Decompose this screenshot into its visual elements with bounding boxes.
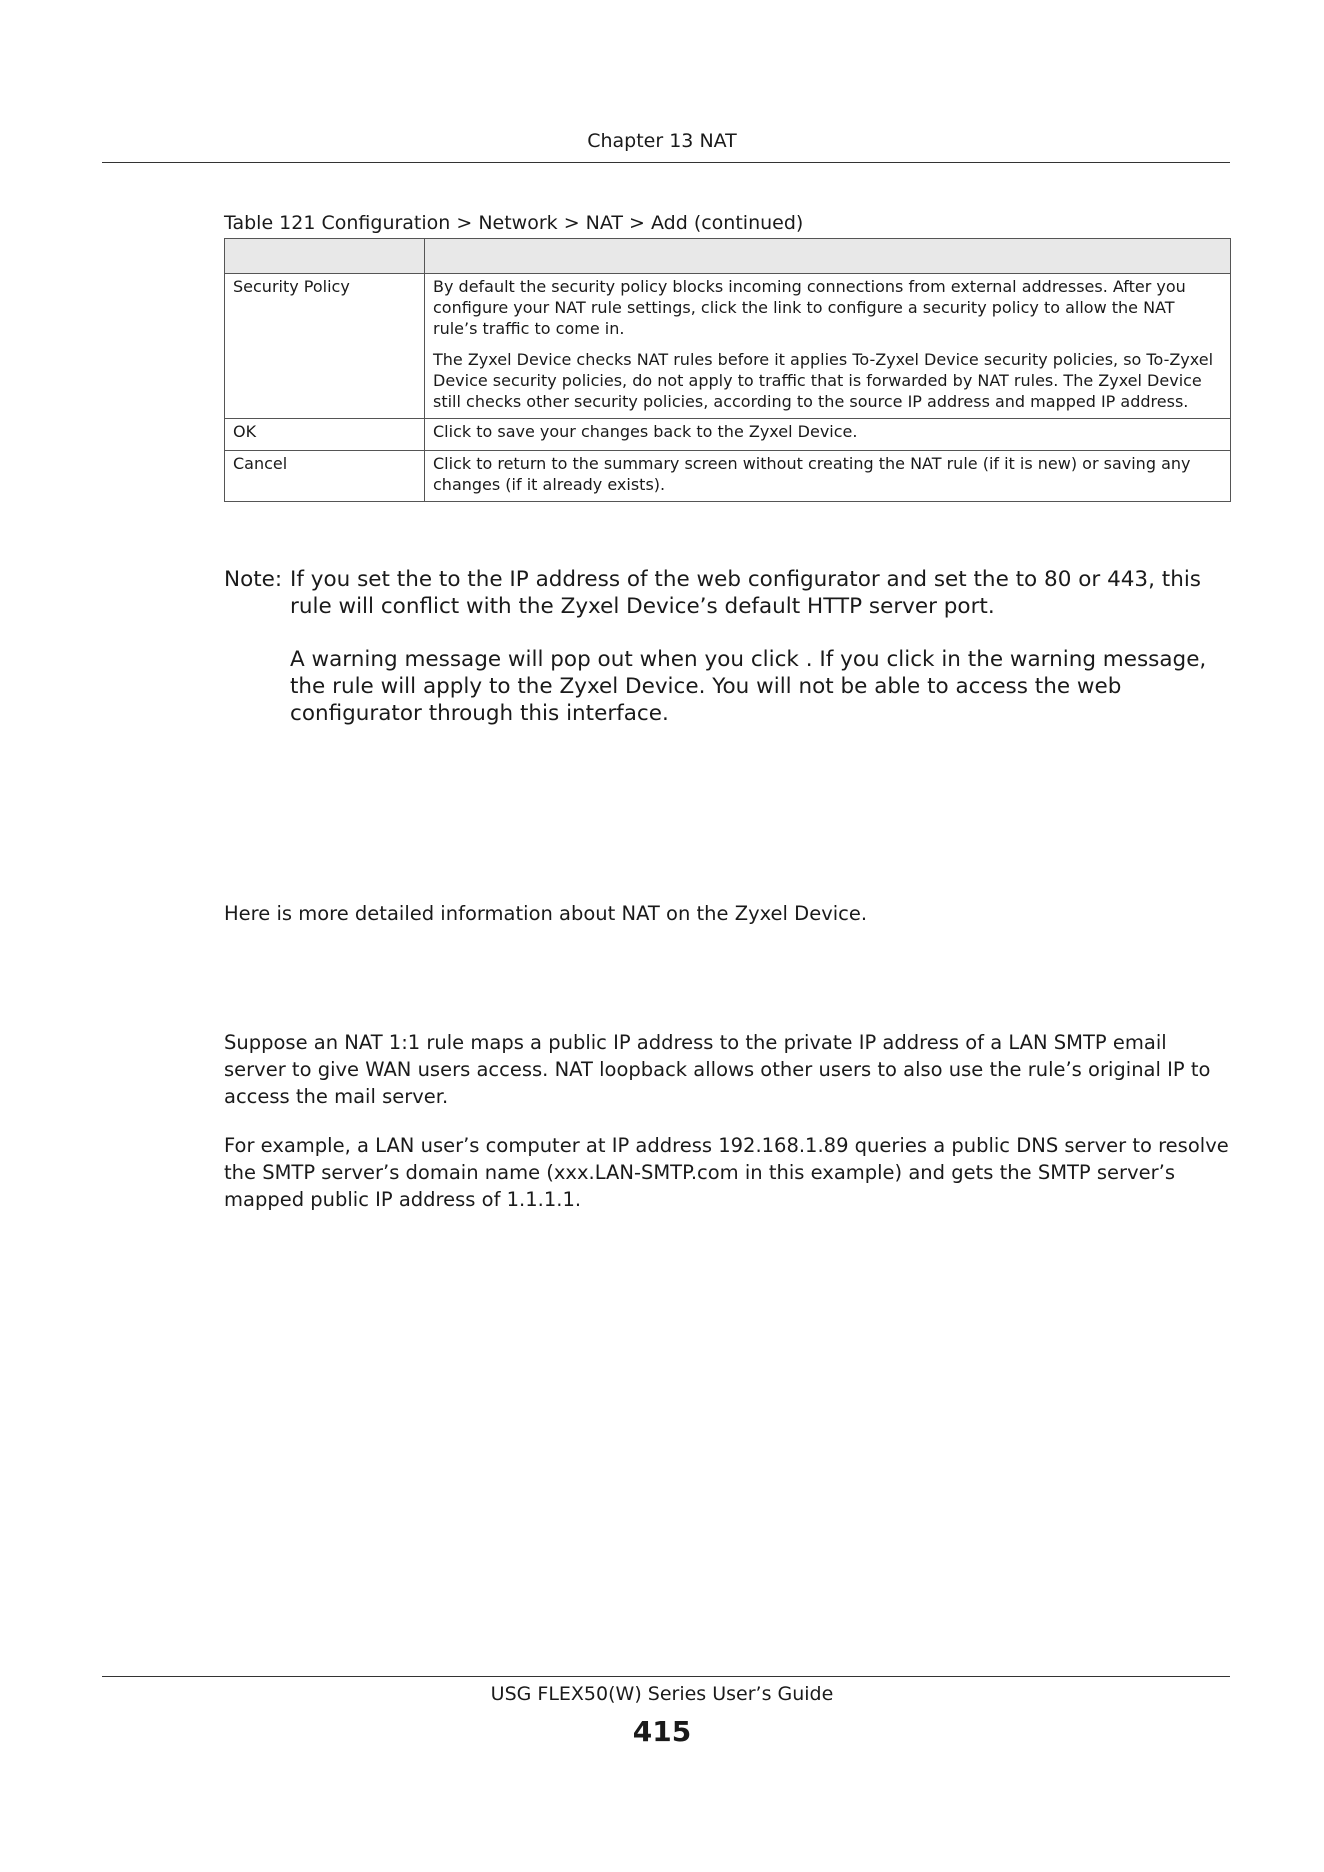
header-rule bbox=[102, 162, 1230, 163]
row-label-security-policy: Security Policy bbox=[225, 274, 425, 419]
note-label: Note: bbox=[224, 567, 283, 592]
table-header-description bbox=[425, 239, 1231, 274]
description-paragraph: Click to return to the summary screen without creating the NAT rule (if it is new) or saving any changes (if it already exists). bbox=[433, 454, 1191, 494]
description-paragraph: The Zyxel Device checks NAT rules before it applies To-Zyxel Device security policies, so To-Zyxel Device security policies, do not apply to traffic that is forwarded by NAT rules. The Zyxel Device still checks other security policies, according to the source IP address and mapped IP address. bbox=[433, 350, 1214, 411]
footer-rule bbox=[102, 1676, 1230, 1677]
table-caption: Table 121 Configuration > Network > NAT > Add (continued) bbox=[224, 212, 804, 234]
table-row bbox=[225, 451, 1231, 502]
table-row bbox=[225, 274, 1231, 419]
table-header-row bbox=[225, 239, 1231, 274]
row-label-ok: OK bbox=[225, 419, 425, 451]
table-row bbox=[225, 419, 1231, 451]
footer-guide-title: USG FLEX50(W) Series User’s Guide bbox=[490, 1683, 834, 1705]
row-description-cancel bbox=[425, 451, 1231, 502]
page-number: 415 bbox=[632, 1715, 692, 1748]
description-paragraph: By default the security policy blocks incoming connections from external addresses. After you configure your NAT rule settings, click the link to configure a security policy to allow the NAT rule’s traffic to come in. bbox=[433, 277, 1186, 338]
table-header-label bbox=[225, 239, 425, 274]
note-block bbox=[224, 566, 1234, 727]
row-description-ok bbox=[425, 419, 1231, 451]
note-paragraph: If you set the to the IP address of the web configurator and set the to 80 or 443, this rule will conflict with the Zyxel Device’s default HTTP server port. bbox=[290, 567, 1201, 619]
loopback-example-paragraph: For example, a LAN user’s computer at IP address 192.168.1.89 queries a public DNS server to resolve the SMTP server’s domain name (xxx.LAN-SMTP.com in this example) and gets the SMTP server’s mapped public IP address of 1.1.1.1. bbox=[224, 1134, 1229, 1211]
row-label-cancel: Cancel bbox=[225, 451, 425, 502]
intro-paragraph: Here is more detailed information about NAT on the Zyxel Device. bbox=[224, 902, 868, 925]
row-description-security-policy bbox=[425, 274, 1231, 419]
loopback-paragraph: Suppose an NAT 1:1 rule maps a public IP address to the private IP address of a LAN SMTP email server to give WAN users access. NAT loopback allows other users to also use the rule’s original IP to access the mail server. bbox=[224, 1031, 1211, 1108]
nat-add-table bbox=[224, 238, 1231, 502]
note-paragraph: A warning message will pop out when you click . If you click in the warning message, the rule will apply to the Zyxel Device. You will not be able to access the web configurator through this interface. bbox=[290, 647, 1207, 726]
chapter-header: Chapter 13 NAT bbox=[587, 130, 737, 152]
description-paragraph: Click to save your changes back to the Zyxel Device. bbox=[433, 422, 858, 441]
